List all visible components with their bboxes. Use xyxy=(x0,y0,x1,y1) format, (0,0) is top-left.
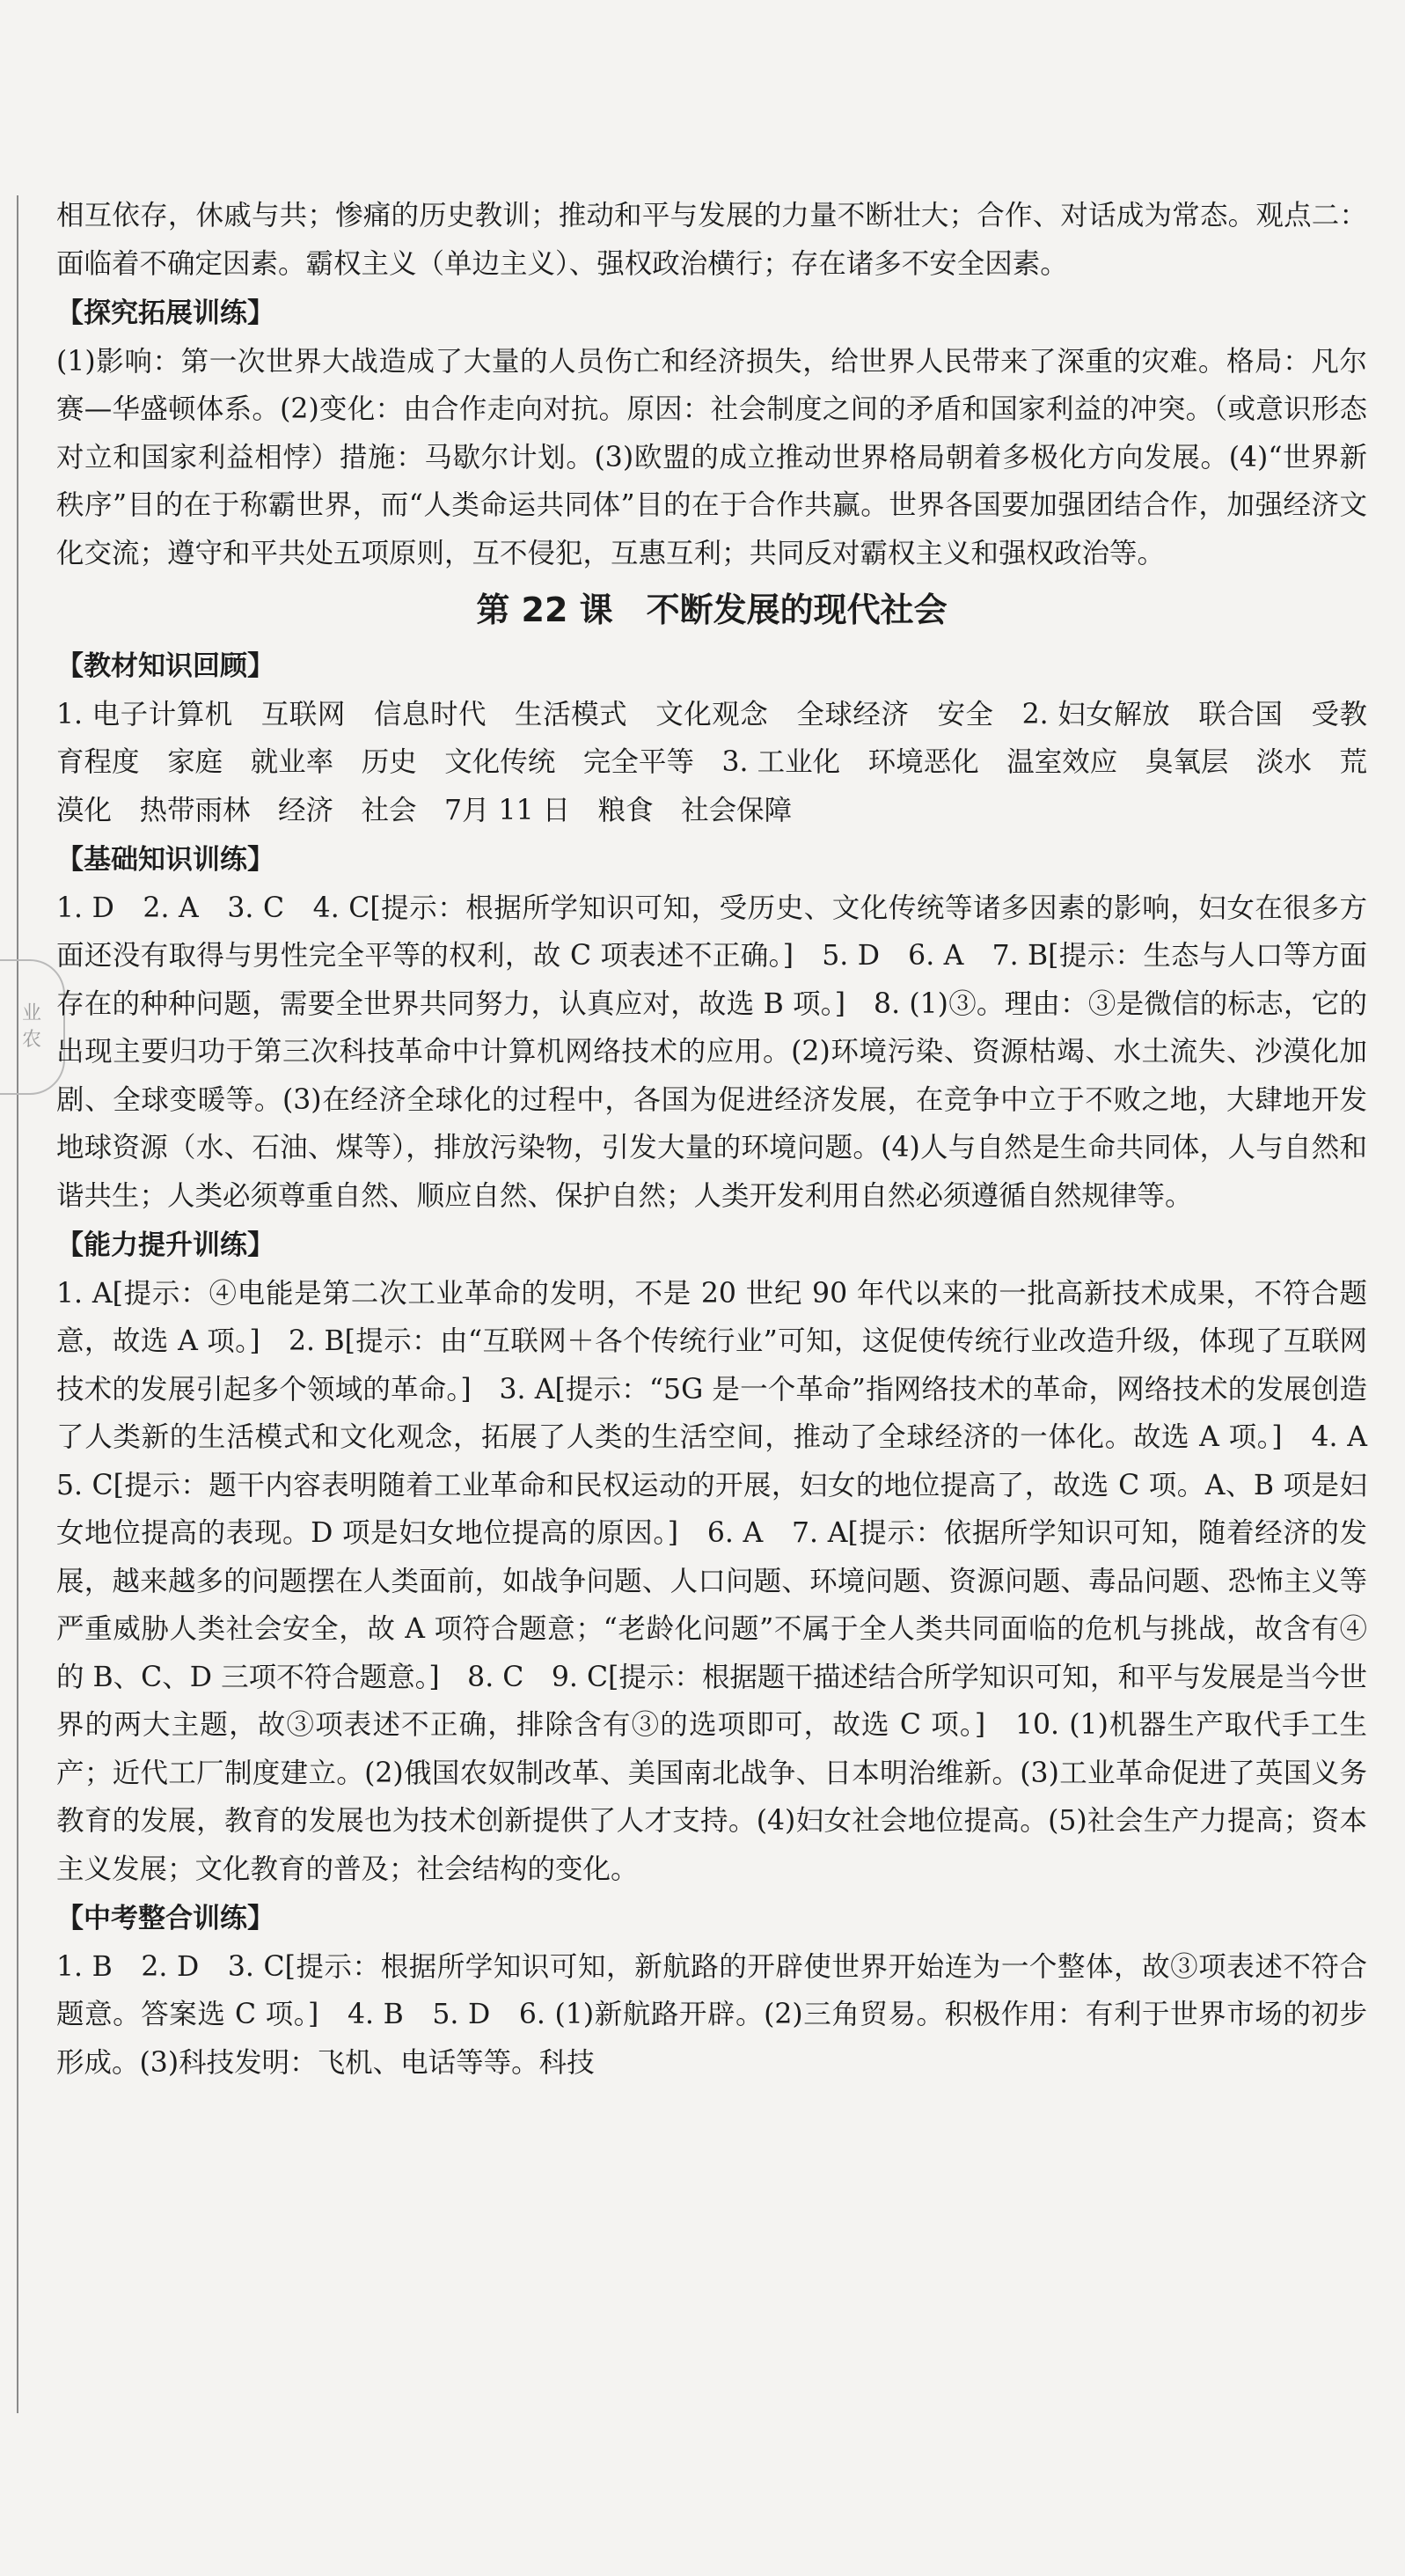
binding-stamp xyxy=(0,959,65,1095)
section-heading-review: 【教材知识回顾】 xyxy=(56,650,274,682)
section-heading-basic: 【基础知识训练】 xyxy=(56,844,274,876)
binding-margin-line xyxy=(17,195,18,2413)
section-text-exam: 1. B 2. D 3. C[提示：根据所学知识可知，新航路的开辟使世界开始连为一个整体，故③项表述不符合题意。答案选 C 项。] 4. B 5. D 6. (1)新航路开辟。(2)三角贸易。积极作用：有利于世界市场的初步形成。(3)科技发明：飞机、电话等等。科技 xyxy=(56,1950,1368,2079)
section-text-explore: (1)影响：第一次世界大战造成了大量的人员伤亡和经济损失，给世界人民带来了深重的灾难。格局：凡尔赛—华盛顿体系。(2)变化：由合作走向对抗。原因：社会制度之间的矛盾和国家利益的冲突。（或意识形态对立和国家利益相悖）措施：马歇尔计划。(3)欧盟的成立推动世界格局朝着多极化方向发展。(4)“世界新秩序”目的在于称霸世界，而“人类命运共同体”目的在于合作共赢。世界各国要加强团结合作，加强经济文化交流；遵守和平共处五项原则，互不侵犯，互惠互利；共同反对霸权主义和强权政治等。 xyxy=(56,345,1367,569)
section-text-basic: 1. D 2. A 3. C 4. C[提示：根据所学知识可知，受历史、文化传统等诸多因素的影响，妇女在很多方面还没有取得与男性完全平等的权利，故 C 项表述不正确。] 5. D 6. A 7. B[提示：生态与人口等方面存在的种种问题，需要全世界共同努力，认真应对，故选 B 项。] 8. (1)③。理由：③是微信的标志，它的出现主要归功于第三次科技革命中计算机网络技术的应用。(2)环境污染、资源枯竭、水土流失、沙漠化加剧、全球变暖等。(3)在经济全球化的过程中，各国为促进经济发展，在竞争中立于不败之地，大肆地开发地球资源（水、石油、煤等），排放污染物，引发大量的环境问题。(4)人与自然是生命共同体，人与自然和谐共生；人类必须尊重自然、顺应自然、保护自然；人类开发利用自然必须遵循自然规律等。 xyxy=(56,892,1367,1212)
intro-paragraph: 相互依存，休戚与共；惨痛的历史教训；推动和平与发展的力量不断壮大；合作、对话成为常态。观点二：面临着不确定因素。霸权主义（单边主义）、强权政治横行；存在诸多不安全因素。 xyxy=(56,200,1367,280)
stamp-char-2: 农 xyxy=(21,1029,41,1051)
page-content xyxy=(56,192,1395,2087)
section-heading-ability: 【能力提升训练】 xyxy=(56,1229,274,1261)
lesson-title: 第 22 课 不断发展的现代社会 xyxy=(476,591,948,629)
section-text-review: 1. 电子计算机 互联网 信息时代 生活模式 文化观念 全球经济 安全 2. 妇女解放 联合国 受教育程度 家庭 就业率 历史 文化传统 完全平等 3. 工业化 环境恶化 温室效应 臭氧层 淡水 荒漠化 热带雨林 经济 社会 7月 11 日 粮食 社会保障 xyxy=(56,698,1367,826)
stamp-char-1: 业 xyxy=(21,1002,41,1024)
section-heading-explore: 【探究拓展训练】 xyxy=(56,297,274,329)
section-heading-exam: 【中考整合训练】 xyxy=(56,1903,274,1934)
section-text-ability: 1. A[提示：④电能是第二次工业革命的发明，不是 20 世纪 90 年代以来的一批高新技术成果，不符合题意，故选 A 项。] 2. B[提示：由“互联网＋各个传统行业”可知，这促使传统行业改造升级，体现了互联网技术的发展引起多个领域的革命。] 3. A[提示：“5G 是一个革命”指网络技术的革命，网络技术的发展创造了人类新的生活模式和文化观念，拓展了人类的生活空间，推动了全球经济的一体化。故选 A 项。] 4. A 5. C[提示：题干内容表明随着工业革命和民权运动的开展，妇女的地位提高了，故选 C 项。A、B 项是妇女地位提高的表现。D 项是妇女地位提高的原因。] 6. A 7. A[提示：依据所学知识可知，随着经济的发展，越来越多的问题摆在人类面前，如战争问题、人口问题、环境问题、资源问题、毒品问题、恐怖主义等严重威胁人类社会安全，故 A 项符合题意；“老龄化问题”不属于全人类共同面临的危机与挑战，故含有④的 B、C、D 三项不符合题意。] 8. C 9. C[提示：根据题干描述结合所学知识可知，和平与发展是当今世界的两大主题，故③项表述不正确，排除含有③的选项即可，故选 C 项。] 10. (1)机器生产取代手工生产；近代工厂制度建立。(2)俄国农奴制改革、美国南北战争、日本明治维新。(3)工业革命促进了英国义务教育的发展，教育的发展也为技术创新提供了人才支持。(4)妇女社会地位提高。(5)社会生产力提高；资本主义发展；文化教育的普及；社会结构的变化。 xyxy=(56,1277,1395,1885)
